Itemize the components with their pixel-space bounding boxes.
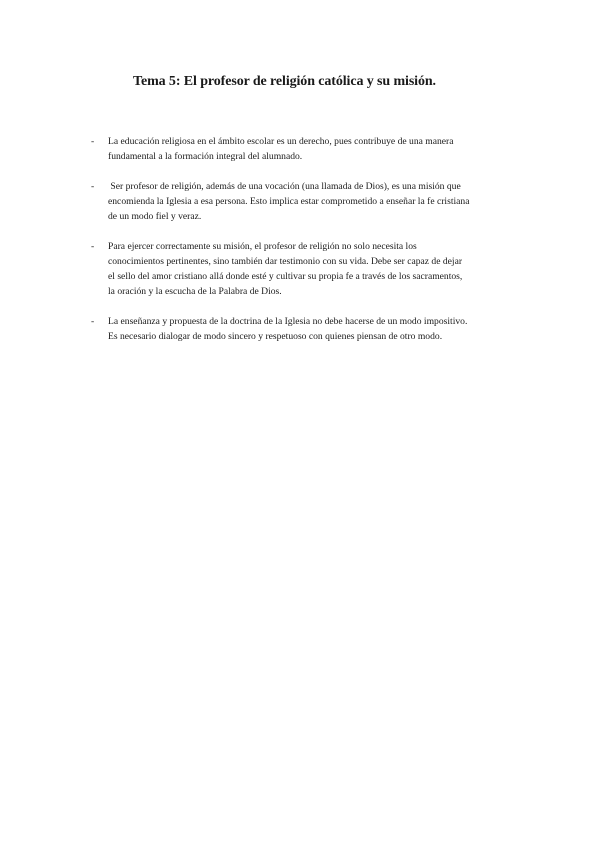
- item-line: fundamental a la formación integral del alumnado.: [108, 151, 303, 162]
- bullet-list: [91, 134, 531, 359]
- item-line: Es necesario dialogar de modo sincero y respetuoso con quienes piensan de otro modo.: [108, 331, 443, 342]
- bullet-dash: -: [91, 241, 95, 252]
- item-line: Para ejercer correctamente su misión, el profesor de religión no solo necesita los: [108, 241, 417, 252]
- bullet-dash: -: [91, 136, 95, 147]
- document-title: Tema 5: El profesor de religión católica y su misión.: [133, 74, 436, 89]
- item-line: La enseñanza y propuesta de la doctrina de la Iglesia no debe hacerse de un modo impositivo.: [108, 316, 468, 327]
- list-item: [91, 314, 531, 344]
- list-item: [91, 239, 531, 299]
- item-line: Ser profesor de religión, además de una vocación (una llamada de Dios), es una misión que: [108, 181, 461, 192]
- item-line: La educación religiosa en el ámbito escolar es un derecho, pues contribuye de una manera: [108, 136, 454, 147]
- list-item: [91, 134, 531, 164]
- bullet-dash: -: [91, 181, 95, 192]
- bullet-dash: -: [91, 316, 95, 327]
- item-line: encomienda la Iglesia a esa persona. Esto implica estar comprometido a enseñar la fe cristiana: [108, 196, 470, 207]
- item-line: el sello del amor cristiano allá donde esté y cultivar su propia fe a través de los sacramentos,: [108, 271, 463, 282]
- item-line: la oración y la escucha de la Palabra de Dios.: [108, 286, 282, 297]
- item-line: de un modo fiel y veraz.: [108, 211, 202, 222]
- item-line: conocimientos pertinentes, sino también dar testimonio con su vida. Debe ser capaz de dejar: [108, 256, 463, 267]
- list-item: [91, 179, 531, 224]
